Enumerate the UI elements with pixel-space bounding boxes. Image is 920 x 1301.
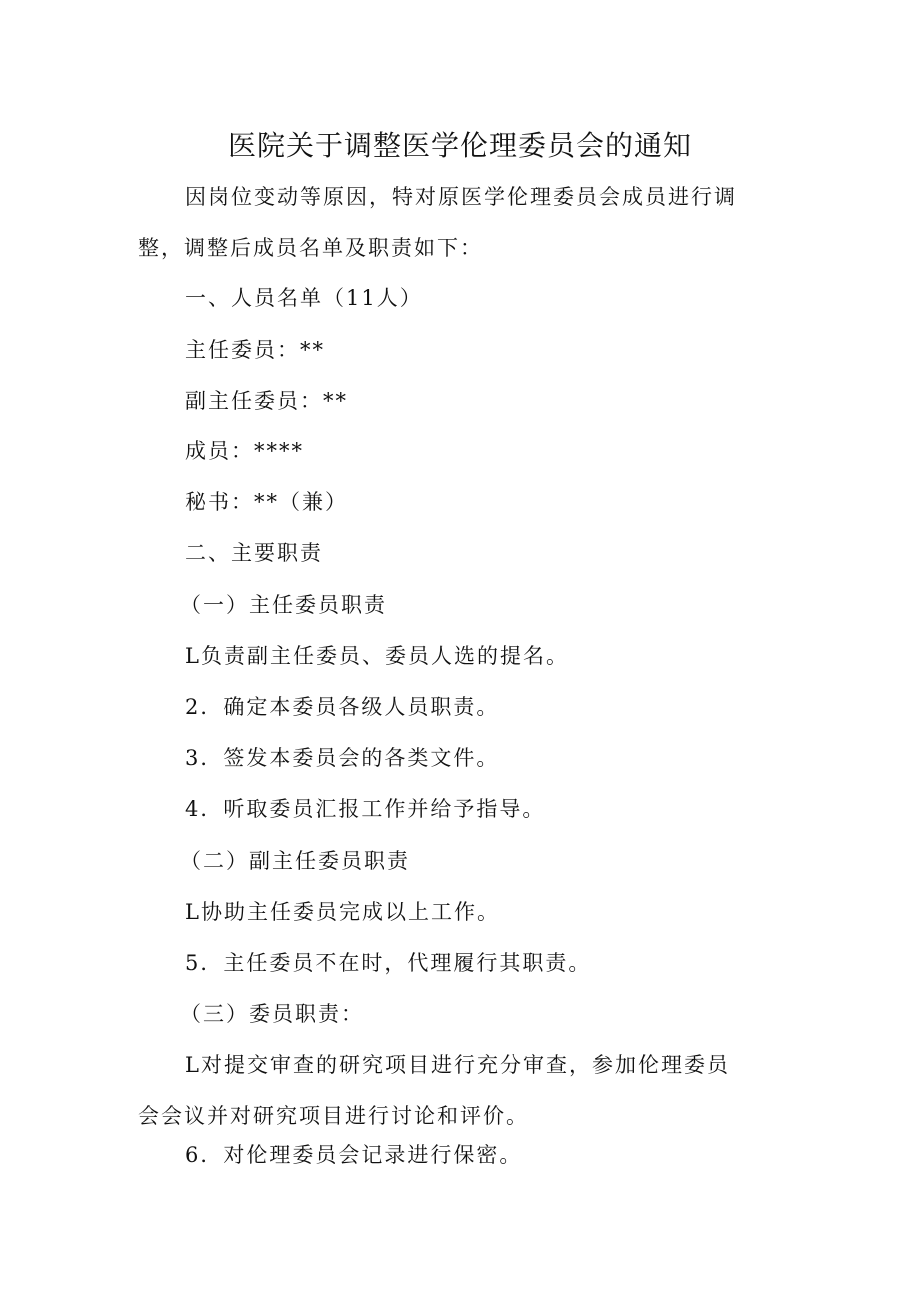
section-2-heading: 二、主要职责	[185, 541, 323, 565]
deputy-director-line: 副主任委员：**	[185, 389, 348, 413]
intro-paragraph-line-2: 整，调整后成员名单及职责如下：	[138, 236, 483, 260]
member-duties-heading: （三）委员职责：	[180, 1002, 364, 1026]
member-duty-item-line-1: L对提交审查的研究项目进行充分审查，参加伦理委员	[185, 1053, 730, 1077]
deputy-duties-heading: （二）副主任委员职责	[180, 849, 410, 873]
member-duty-item-line-2: 会会议并对研究项目进行讨论和评价。	[138, 1104, 529, 1128]
director-duty-item: L负责副主任委员、委员人选的提名。	[185, 644, 569, 668]
director-duty-item: 4．听取委员汇报工作并给予指导。	[185, 797, 546, 821]
members-line: 成员：****	[185, 439, 304, 463]
director-duties-heading: （一）主任委员职责	[180, 593, 387, 617]
director-line: 主任委员：**	[185, 338, 325, 362]
deputy-duty-item: 5．主任委员不在时，代理履行其职责。	[185, 951, 592, 975]
secretary-line: 秘书：**（兼）	[185, 490, 348, 514]
deputy-duty-item: L协助主任委员完成以上工作。	[185, 900, 500, 924]
member-duty-item: 6．对伦理委员会记录进行保密。	[185, 1143, 523, 1167]
director-duty-item: 2．确定本委员各级人员职责。	[185, 695, 500, 719]
intro-paragraph-line-1: 因岗位变动等原因，特对原医学伦理委员会成员进行调	[185, 185, 737, 209]
document-title: 医院关于调整医学伦理委员会的通知	[227, 129, 692, 162]
section-1-heading: 一、人员名单（11人）	[185, 286, 423, 310]
director-duty-item: 3．签发本委员会的各类文件。	[185, 746, 500, 770]
